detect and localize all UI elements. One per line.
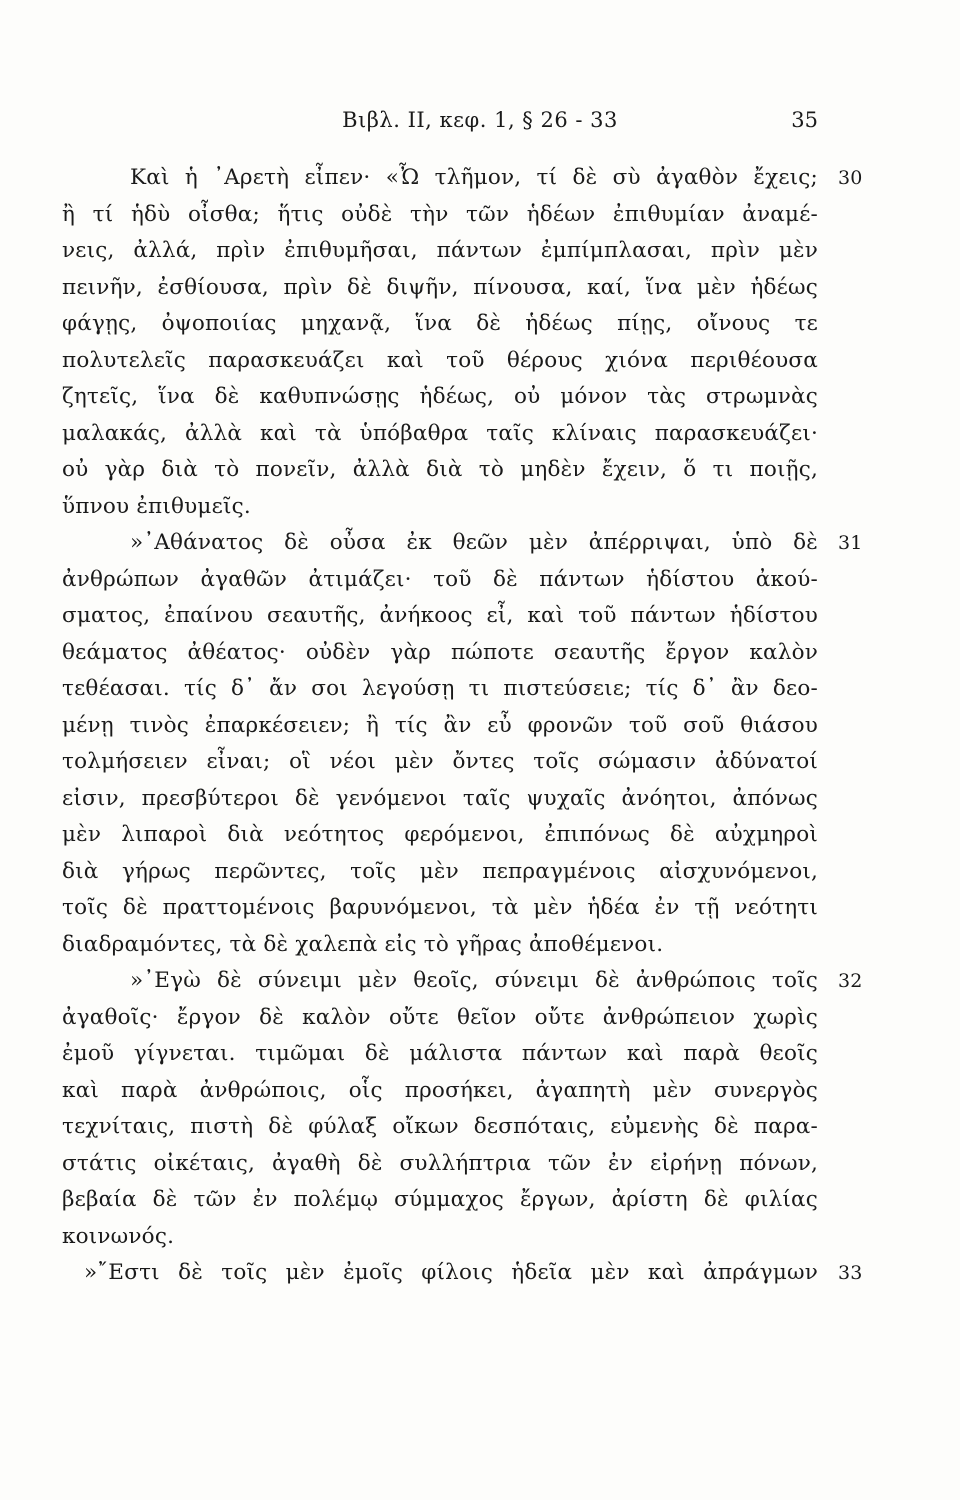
line-text: τολμήσειεν εἶναι; οἳ νέοι μὲν ὄντες τοῖς σώμασιν ἀδύνατοί xyxy=(62,749,818,774)
text-line xyxy=(62,708,818,745)
text-line xyxy=(62,671,818,708)
line-text: ὕπνου ἐπιθυμεῖς. xyxy=(62,493,251,519)
line-text: ζητεῖς, ἵνα δὲ καθυπνώσῃς ἡδέως, οὐ μόνον τὰς στρωμνὰς xyxy=(62,384,818,409)
text-line xyxy=(62,452,818,489)
line-text: οὐ γὰρ διὰ τὸ πονεῖν, ἀλλὰ διὰ τὸ μηδὲν ἔχειν, ὅ τι ποιῇς, xyxy=(62,457,818,482)
text-line xyxy=(62,270,818,307)
line-text: νεις, ἀλλά, πρὶν ἐπιθυμῆσαι, πάντων ἐμπίμπλασαι, πρὶν μὲν xyxy=(62,238,818,263)
text-line xyxy=(62,744,818,781)
line-text: διαδραμόντες, τὰ δὲ χαλεπὰ εἰς τὸ γῆρας ἀποθέμενοι. xyxy=(62,931,664,957)
text-line xyxy=(62,927,818,964)
line-text: πολυτελεῖς παρασκευάζει καὶ τοῦ θέρους χιόνα περιθέουσα xyxy=(62,347,818,373)
text-line xyxy=(62,416,818,453)
section-number: 32 xyxy=(838,970,863,992)
text-line xyxy=(62,379,818,416)
line-text: μὲν λιπαροὶ διὰ νεότητος φερόμενοι, ἐπιπόνως δὲ αὐχμηροὶ xyxy=(62,822,818,847)
text-line xyxy=(62,1000,818,1037)
text-line xyxy=(62,562,818,599)
line-text: ἀνθρώπων ἀγαθῶν ἀτιμάζει· τοῦ δὲ πάντων ἡδίστου ἀκού- xyxy=(62,566,818,592)
text-line xyxy=(62,197,818,234)
text-line xyxy=(62,306,818,343)
line-text: εἰσιν, πρεσβύτεροι δὲ γενόμενοι ταῖς ψυχαῖς ἀνόητοι, ἀπόνως xyxy=(62,785,818,811)
text-line xyxy=(62,817,818,854)
line-text: »῎Εστι δὲ τοῖς μὲν ἐμοῖς φίλοις ἡδεῖα μὲν καὶ ἀπράγμων xyxy=(84,1260,818,1285)
line-text: μένῃ τινὸς ἐπαρκέσειεν; ἢ τίς ἂν εὖ φρονῶν τοῦ σοῦ θιάσου xyxy=(62,712,818,738)
text-line xyxy=(62,1146,818,1183)
line-text: »᾿Αθάνατος δὲ οὖσα ἐκ θεῶν μὲν ἀπέρριψαι, ὑπὸ δὲ xyxy=(130,530,818,555)
line-text: τοῖς δὲ πραττομένοις βαρυνόμενοι, τὰ μὲν ἡδέα ἐν τῇ νεότητι xyxy=(62,895,818,920)
section-number: 31 xyxy=(838,532,863,554)
text-line xyxy=(62,1219,818,1256)
text-line xyxy=(62,963,863,1000)
line-text: τεθέασαι. τίς δ᾿ ἄν σοι λεγούσῃ τι πιστεύσειε; τίς δ᾿ ἂν δεο- xyxy=(62,676,818,701)
text-line xyxy=(62,1073,818,1110)
section-number: 30 xyxy=(838,167,863,189)
page-number: 35 xyxy=(791,108,818,132)
text-line xyxy=(62,233,818,270)
line-text: τεχνίταις, πιστὴ δὲ φύλαξ οἴκων δεσπόταις, εὐμενὴς δὲ παρα- xyxy=(62,1114,818,1139)
line-text: πεινῆν, ἐσθίουσα, πρὶν δὲ διψῆν, πίνουσα, καί, ἵνα μὲν ἡδέως xyxy=(62,274,818,300)
line-text: ἀγαθοῖς· ἔργον δὲ καλὸν οὔτε θεῖον οὔτε ἀνθρώπειον χωρὶς xyxy=(62,1004,818,1030)
line-text: ἢ τί ἡδὺ οἶσθα; ἥτις οὐδὲ τὴν τῶν ἡδέων ἐπιθυμίαν ἀναμέ- xyxy=(62,201,818,227)
line-text: μαλακάς, ἀλλὰ καὶ τὰ ὑπόβαθρα ταῖς κλίναις παρασκευάζει· xyxy=(62,420,818,446)
text-line xyxy=(62,1182,818,1219)
text-line xyxy=(62,890,818,927)
line-text: θεάματος ἀθέατος· οὐδὲν γὰρ πώποτε σεαυτῆς ἔργον καλὸν xyxy=(62,639,818,665)
page-header xyxy=(0,108,960,148)
text-line xyxy=(62,854,818,891)
line-text: »᾿Εγὼ δὲ σύνειμι μὲν θεοῖς, σύνειμι δὲ ἀνθρώποις τοῖς xyxy=(130,968,818,993)
line-text: κοινωνός. xyxy=(62,1223,175,1249)
text-line xyxy=(62,598,818,635)
text-line xyxy=(62,781,818,818)
running-title: Βιβλ. II, κεφ. 1, § 26 - 33 xyxy=(342,108,618,132)
body-text xyxy=(62,160,863,1292)
text-line xyxy=(62,343,818,380)
text-line xyxy=(62,525,863,562)
text-line xyxy=(62,1109,818,1146)
section-number: 33 xyxy=(838,1262,863,1284)
line-text: Καὶ ἡ ᾿Αρετὴ εἶπεν· «Ὦ τλῆμον, τί δὲ σὺ ἀγαθὸν ἔχεις; xyxy=(130,165,818,190)
text-line xyxy=(62,1255,863,1292)
line-text: βεβαία δὲ τῶν ἐν πολέμῳ σύμμαχος ἔργων, ἀρίστη δὲ φιλίας xyxy=(62,1187,818,1212)
line-text: καὶ παρὰ ἀνθρώποις, οἷς προσήκει, ἀγαπητὴ μὲν συνεργὸς xyxy=(62,1077,818,1103)
text-line xyxy=(62,635,818,672)
text-line xyxy=(62,1036,818,1073)
line-text: φάγῃς, ὀψοποιίας μηχανᾷ, ἵνα δὲ ἡδέως πίῃς, οἴνους τε xyxy=(62,311,818,336)
line-text: ἐμοῦ γίγνεται. τιμῶμαι δὲ μάλιστα πάντων καὶ παρὰ θεοῖς xyxy=(62,1041,818,1066)
line-text: σματος, ἐπαίνου σεαυτῆς, ἀνήκοος εἶ, καὶ τοῦ πάντων ἡδίστου xyxy=(62,603,818,628)
line-text: στάτις οἰκέταις, ἀγαθὴ δὲ συλλήπτρια τῶν ἐν εἰρήνῃ πόνων, xyxy=(62,1150,818,1176)
text-line xyxy=(62,160,863,197)
text-line xyxy=(62,489,818,526)
line-text: διὰ γήρως περῶντες, τοῖς μὲν πεπραγμένοις αἰσχυνόμενοι, xyxy=(62,858,818,884)
